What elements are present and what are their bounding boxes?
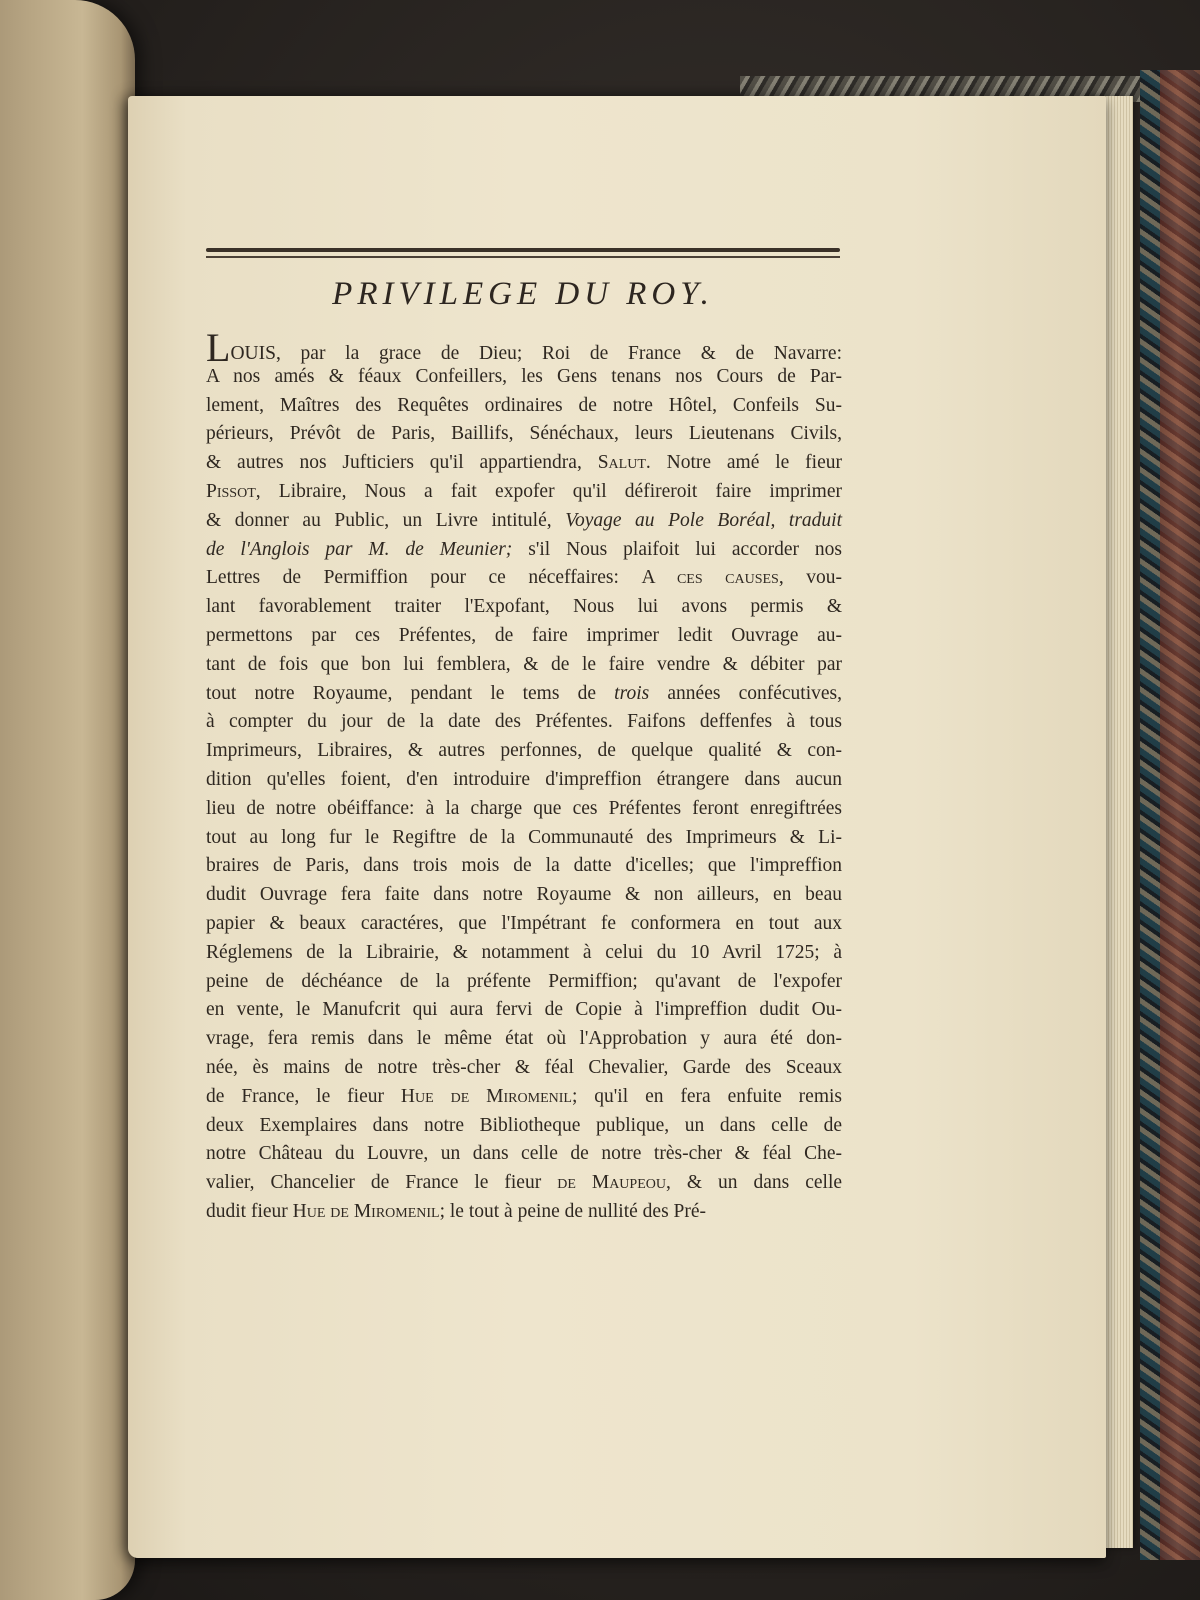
text-segment: ; qu'il en fera enfuite remis [571, 1085, 843, 1107]
text-segment: Pissot [206, 480, 256, 502]
text-segment: de Maupeou [557, 1172, 666, 1194]
text-segment: vrage, fera remis dans le même état où l'Approbation y aura été don- [206, 1028, 842, 1050]
text-line [206, 449, 842, 478]
text-line [206, 1054, 842, 1083]
text-segment: lement, Maîtres des Requêtes ordinaires de notre Hôtel, Confeils Su- [206, 394, 842, 416]
text-segment: deux Exemplaires dans notre Bibliotheque publique, un dans celle de [206, 1114, 842, 1136]
text-line [206, 968, 842, 997]
text-line [206, 1169, 842, 1198]
text-segment: A ces causes [641, 567, 779, 589]
text-segment: OUIS [230, 343, 276, 364]
text-segment: lieu de notre obéiffance: à la charge que ces Préfentes feront enregiftrées [206, 797, 842, 819]
text-line [206, 824, 842, 853]
text-line [206, 1112, 842, 1141]
text-line [206, 478, 842, 507]
text-line [206, 363, 842, 392]
text-segment: dudit fieur [206, 1200, 293, 1222]
drop-cap: L [206, 325, 231, 370]
text-line [206, 680, 842, 709]
text-line [206, 564, 842, 593]
text-segment: , Libraire, Nous a fait expofer qu'il défireroit faire imprimer [255, 480, 842, 502]
text-line [206, 996, 842, 1025]
text-segment: de France, le fieur [206, 1085, 401, 1107]
text-segment: ; le tout à peine de nullité des Pré- [439, 1200, 707, 1222]
text-segment: Imprimeurs, Libraires, & autres perfonnes, de quelque qualité & con- [206, 740, 842, 762]
book-page [128, 96, 1106, 1558]
text-line [206, 1140, 842, 1169]
text-segment: permettons par ces Préfentes, de faire imprimer ledit Ouvrage au- [206, 624, 842, 646]
text-segment: papier & beaux caractéres, que l'Impétrant fe conformera en tout aux [206, 912, 842, 934]
left-facing-page [0, 0, 135, 1600]
text-segment: Voyage au Pole Boréal, traduit [565, 509, 842, 531]
text-line [206, 910, 842, 939]
text-segment: dition qu'elles foient, d'en introduire d'impreffion étrangere dans aucun [206, 768, 842, 790]
text-segment: de l'Anglois par M. de Meunier; [206, 538, 513, 560]
text-line [206, 593, 842, 622]
text-segment: trois [614, 682, 650, 704]
text-segment: , vou- [778, 567, 842, 589]
text-line [206, 507, 842, 536]
text-segment: née, ès mains de notre très-cher & féal Chevalier, Garde des Sceaux [206, 1056, 842, 1078]
text-line [206, 325, 842, 370]
text-line [206, 939, 842, 968]
text-line [206, 1083, 842, 1112]
text-segment: , par la grace de Dieu; Roi de France & de Navarre: [275, 343, 842, 364]
text-segment: années confécutives, [649, 682, 843, 704]
text-line [206, 852, 842, 881]
text-line [206, 536, 842, 565]
text-segment: tout notre Royaume, pendant le tems de [206, 682, 615, 704]
red-binding [1160, 70, 1200, 1560]
text-line [206, 651, 842, 680]
text-segment: peine de déchéance de la préfente Permiffion; qu'avant de l'expofer [206, 970, 842, 992]
text-segment: & autres nos Jufticiers qu'il appartiendra, [206, 452, 598, 474]
rule-thick-line [206, 248, 840, 252]
text-segment: notre Château du Louvre, un dans celle de notre très-cher & féal Che- [206, 1143, 842, 1165]
text-line [206, 737, 842, 766]
text-segment: . Notre amé le fieur [645, 452, 842, 474]
text-line [206, 1025, 842, 1054]
text-line [206, 622, 842, 651]
page-title: PRIVILEGE DU ROY. [332, 276, 714, 312]
text-segment: lant favorablement traiter l'Expofant, Nous lui avons permis & [206, 596, 842, 618]
rule-thin-line [206, 256, 840, 258]
text-segment: Hue de Miromenil [400, 1085, 572, 1107]
text-line [206, 392, 842, 421]
text-segment: & donner au Public, un Livre intitulé, [206, 509, 566, 531]
text-segment: Lettres de Permiffion pour ce néceffaires: [206, 567, 642, 589]
text-segment: braires de Paris, dans trois mois de la datte d'icelles; que l'impreffion [206, 855, 842, 877]
text-segment: , & un dans celle [665, 1172, 843, 1194]
text-line [206, 795, 842, 824]
text-segment: Salut [597, 452, 646, 474]
privilege-text [206, 325, 843, 1227]
text-segment: périeurs, Prévôt de Paris, Baillifs, Sénéchaux, leurs Lieutenans Civils, [206, 423, 842, 445]
text-segment: en vente, le Manufcrit qui aura fervi de Copie à l'impreffion dudit Ou- [206, 999, 842, 1021]
text-line [206, 881, 842, 910]
decorative-rule [206, 248, 840, 262]
text-line [206, 708, 842, 737]
text-segment: s'il Nous plaifoit lui accorder nos [512, 538, 842, 560]
text-segment: Réglemens de la Librairie, & notamment à celui du 10 Avril 1725; à [206, 941, 842, 963]
text-line [206, 420, 842, 449]
text-line [206, 766, 842, 795]
text-segment: tant de fois que bon lui femblera, & de le faire vendre & débiter par [206, 653, 842, 675]
text-segment: Hue de Miromenil [292, 1200, 440, 1222]
text-segment: dudit Ouvrage fera faite dans notre Royaume & non ailleurs, en beau [206, 884, 842, 906]
text-segment: tout au long fur le Regiftre de la Communauté des Imprimeurs & Li- [206, 826, 842, 848]
text-segment: A nos amés & féaux Confeillers, les Gens tenans nos Cours de Par- [206, 365, 842, 387]
text-segment: à compter du jour de la date des Préfentes. Faifons deffenfes à tous [206, 711, 842, 733]
text-line [206, 1198, 842, 1227]
text-segment: valier, Chancelier de France le fieur [206, 1172, 558, 1194]
